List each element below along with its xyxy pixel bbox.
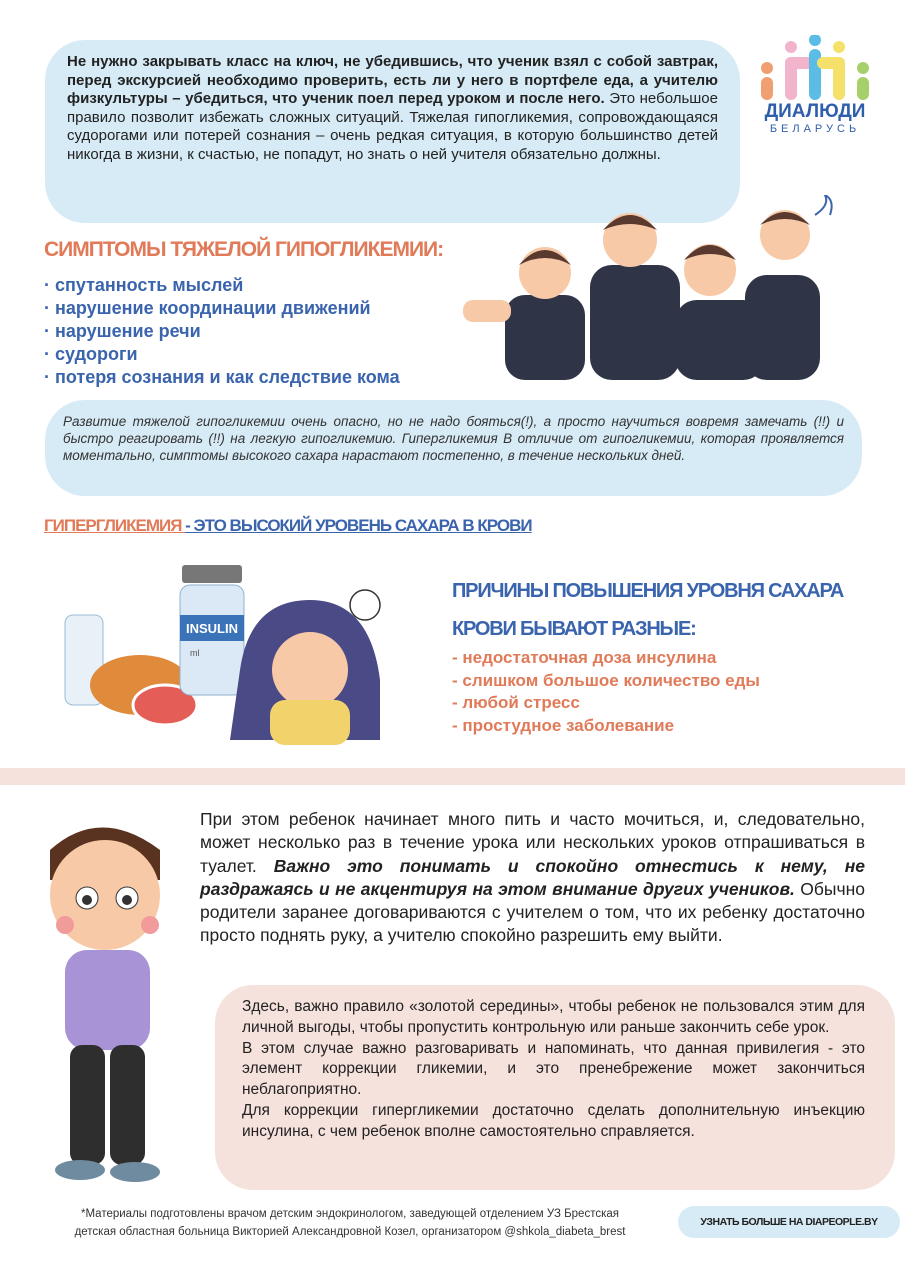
- hyper-term: ГИПЕРГЛИКЕМИЯ: [44, 516, 186, 535]
- advice-box: [215, 985, 895, 1190]
- dialyudi-logo: [755, 35, 875, 135]
- list-item: · судороги: [44, 344, 138, 364]
- insulin-label: INSULIN: [186, 621, 238, 636]
- footer-line: *Материалы подготовлены врачом детским эндокринологом, заведующей отделением УЗ Брестская: [81, 1208, 619, 1220]
- symptoms-list: [44, 274, 444, 389]
- footer-credits: [30, 1205, 670, 1241]
- symptoms-heading: СИМПТОМЫ ТЯЖЕЛОЙ ГИПОГЛИКЕМИИ:: [44, 238, 444, 261]
- hyperglycemia-heading: [44, 516, 604, 536]
- advice-paragraph: Здесь, важно правило «золотой середины», чтобы ребенок не пользовался этим для личной выгоды, чтобы пропустить контрольную или раньше закончить себе урок.: [242, 998, 865, 1036]
- logo-name: ДИАЛЮДИ: [764, 101, 866, 122]
- list-item: · нарушение координации движений: [44, 298, 371, 318]
- paragraph-part2: Обычно родители заранее договариваются с учителем о том, что их ребенку достаточно просто поднять руку, а учителю спокойно разрешить ему выйти.: [200, 878, 866, 946]
- paragraph-part1: При этом ребенок начинает много пить и часто мочиться, и, следовательно, может несколько раз в течение урока или нескольких уроков отпрашиваться в туалет.: [200, 809, 865, 876]
- list-item: - слишком большое количество еды: [452, 670, 760, 690]
- paragraph-emphasis: Важно это понимать и спокойно отнестись к нему, не раздражаясь и не акцентируя на этом внимание других учеников.: [200, 855, 865, 899]
- hyper-definition: - ЭТО ВЫСОКИЙ УРОВЕНЬ САХАРА В КРОВИ: [185, 516, 532, 535]
- causes-heading: ПРИЧИНЫ ПОВЫШЕНИЯ УРОВНЯ САХАРА КРОВИ БЫВАЮТ РАЗНЫЕ:: [452, 580, 844, 640]
- vial-ml: ml: [190, 648, 200, 658]
- intro-bold: Не нужно закрывать класс на ключ, не убедившись, что ученик взял с собой завтрак, перед экскурсией необходимо проверить, есть ли у него в портфеле еда, а учителю физкультуры – убедиться, что ученик поел перед уроком и после него.: [67, 53, 718, 107]
- advice-paragraph: Для коррекции гипергликемии достаточно сделать дополнительную инъекцию инсулина, с чем ребенок вполне самостоятельно справляется.: [242, 1101, 865, 1140]
- warning-note: Развитие тяжелой гипогликемии очень опасно, но не надо бояться(!), а просто научиться вовремя замечать (!!) и быстро реагировать (!!) на легкую гипогликемию. Гипергликемия В отличие от гипогликемии, которая проявляется моментально, симптомы высокого сахара нарастают постепенно, в течение нескольких дней.: [45, 400, 862, 496]
- logo-country: БЕЛАРУСЬ: [769, 123, 861, 135]
- advice-paragraph: В этом случае важно разговаривать и напоминать, что данная привилегия - это элемент коррекции гликемии, и это пренебрежение может закончиться неблагоприятно.: [242, 1039, 865, 1099]
- list-item: · нарушение речи: [44, 321, 201, 341]
- intro-regular: Это небольшое правило позволит избежать сложных ситуаций. Тяжелая гипогликемия, сопровождающаяся судорогами или потерей сознания – очень редкая ситуация, в которую большинство детей никогда в жизни, к счастью, не попадут, но знать о ней учителя обязательно должны.: [67, 90, 718, 163]
- causes-list: [452, 647, 862, 737]
- main-paragraph: [200, 808, 865, 948]
- list-item: - любой стресс: [452, 693, 580, 712]
- learn-more-button[interactable]: УЗНАТЬ БОЛЬШЕ НА DIAPEOPLE.BY: [678, 1206, 900, 1238]
- list-item: - недостаточная доза инсулина: [452, 648, 717, 667]
- food-insulin-illustration: [45, 560, 395, 750]
- footer-line: детская областная больница Викторией Александровной Козел, организатором @shkola_diabeta_brest: [74, 1226, 626, 1238]
- list-item: · потеря сознания и как следствие кома: [44, 367, 400, 387]
- fainting-boy-illustration: [455, 195, 835, 380]
- list-item: - простудное заболевание: [452, 715, 675, 735]
- divider-band: [0, 768, 905, 785]
- worried-boy-illustration: [35, 810, 175, 1190]
- list-item: · спутанность мыслей: [44, 275, 244, 295]
